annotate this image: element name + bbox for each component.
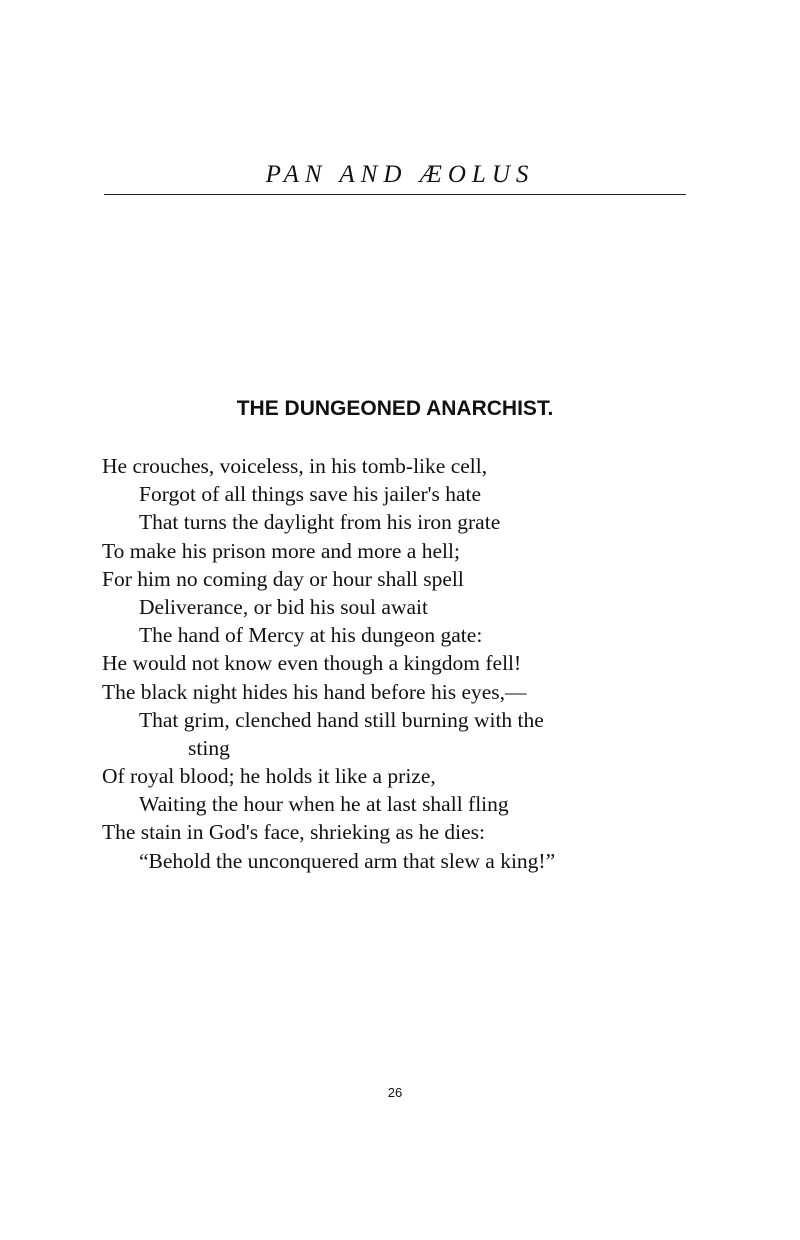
poem-line: To make his prison more and more a hell; — [102, 538, 460, 563]
poem-line-continuation: sting — [188, 735, 230, 760]
poem-line: Deliverance, or bid his soul await — [139, 594, 428, 619]
poem-line: He would not know even though a kingdom fell! — [102, 651, 522, 676]
poem-line: Waiting the hour when he at last shall fling — [139, 792, 509, 817]
header-rule — [104, 194, 686, 195]
running-title: PAN AND ÆOLUS — [265, 161, 535, 188]
poem-body — [102, 452, 702, 875]
poem-line: Of royal blood; he holds it like a prize, — [102, 764, 436, 789]
page-number: 26 — [387, 1085, 403, 1100]
poem-line: For him no coming day or hour shall spell — [102, 566, 464, 591]
poem-line: The hand of Mercy at his dungeon gate: — [139, 623, 483, 648]
poem-line: “Behold the unconquered arm that slew a king!” — [139, 848, 556, 873]
poem-line: He crouches, voiceless, in his tomb-like cell, — [102, 454, 488, 478]
poem-title: THE DUNGEONED ANARCHIST. — [236, 397, 554, 420]
poem-line: The black night hides his hand before his eyes,— — [102, 679, 527, 704]
poem-line: The stain in God's face, shrieking as he dies: — [102, 820, 486, 845]
poem-line: That grim, clenched hand still burning with the — [139, 707, 544, 732]
poem-line: Forgot of all things save his jailer's hate — [139, 482, 482, 507]
poem-line: That turns the daylight from his iron grate — [139, 510, 501, 535]
